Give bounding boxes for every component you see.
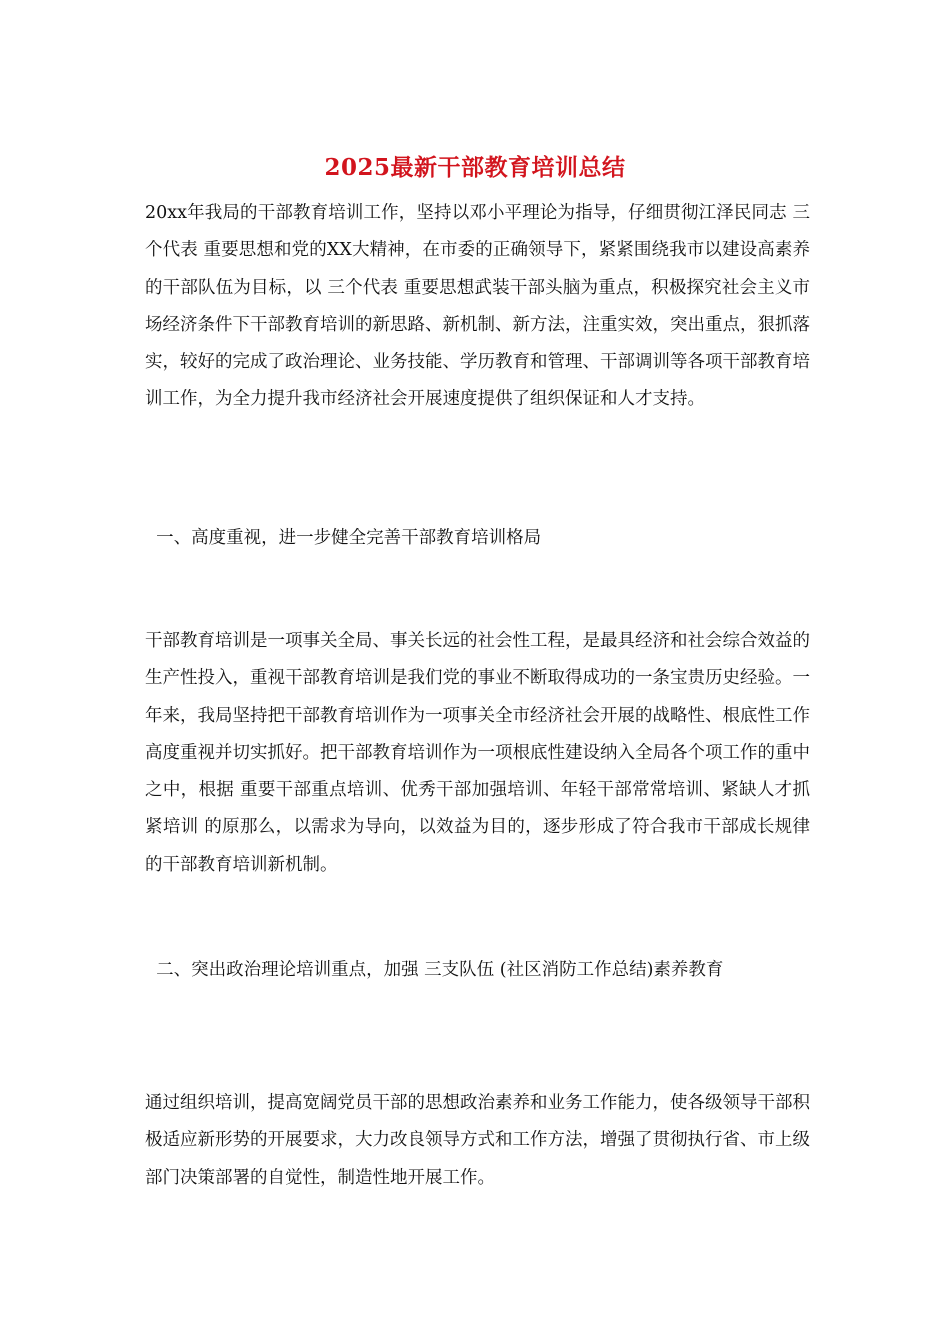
section-body-2: 通过组织培训，提高宽阔党员干部的思想政治素养和业务工作能力，使各级领导干部积极适应新形势的开展要求，大力改良领导方式和工作方法，增强了贯彻执行省、市上级部门决策部署的自觉性，制造性地开展工作。 [145,1093,810,1188]
section-heading-1: 一、高度重视，进一步健全完善干部教育培训格局 [145,528,542,548]
intro-paragraph: 20xx年我局的干部教育培训工作，坚持以邓小平理论为指导，仔细贯彻江泽民同志 三个代表 重要思想和党的XX大精神，在市委的正确领导下，紧紧围绕我市以建设高素养的干部队伍为目标，以 三个代表 重要思想武装干部头脑为重点，积极探究社会主义市场经济条件下干部教育培训的新思路、新机制、新方法，注重实效，突出重点，狠抓落实，较好的完成了政治理论、业务技能、学历教育和管理、干部调训等各项干部教育培训工作，为全力提升我市经济社会开展速度提供了组织保证和人才支持。 [145,203,810,410]
section-body-1: 干部教育培训是一项事关全局、事关长远的社会性工程，是最具经济和社会综合效益的生产性投入，重视干部教育培训是我们党的事业不断取得成功的一条宝贵历史经验。一年来，我局坚持把干部教育培训作为一项事关全市经济社会开展的战略性、根底性工作高度重视并切实抓好。把干部教育培训作为一项根底性建设纳入全局各个项工作的重中之中，根据 重要干部重点培训、优秀干部加强培训、年轻干部常常培训、紧缺人才抓紧培训 的原那么，以需求为导向，以效益为目的，逐步形成了符合我市干部成长规律的干部教育培训新机制。 [145,631,810,875]
document-title: 2025最新干部教育培训总结 [324,154,626,181]
section-heading-2: 二、突出政治理论培训重点，加强 三支队伍 (社区消防工作总结)素养教育 [145,960,724,980]
